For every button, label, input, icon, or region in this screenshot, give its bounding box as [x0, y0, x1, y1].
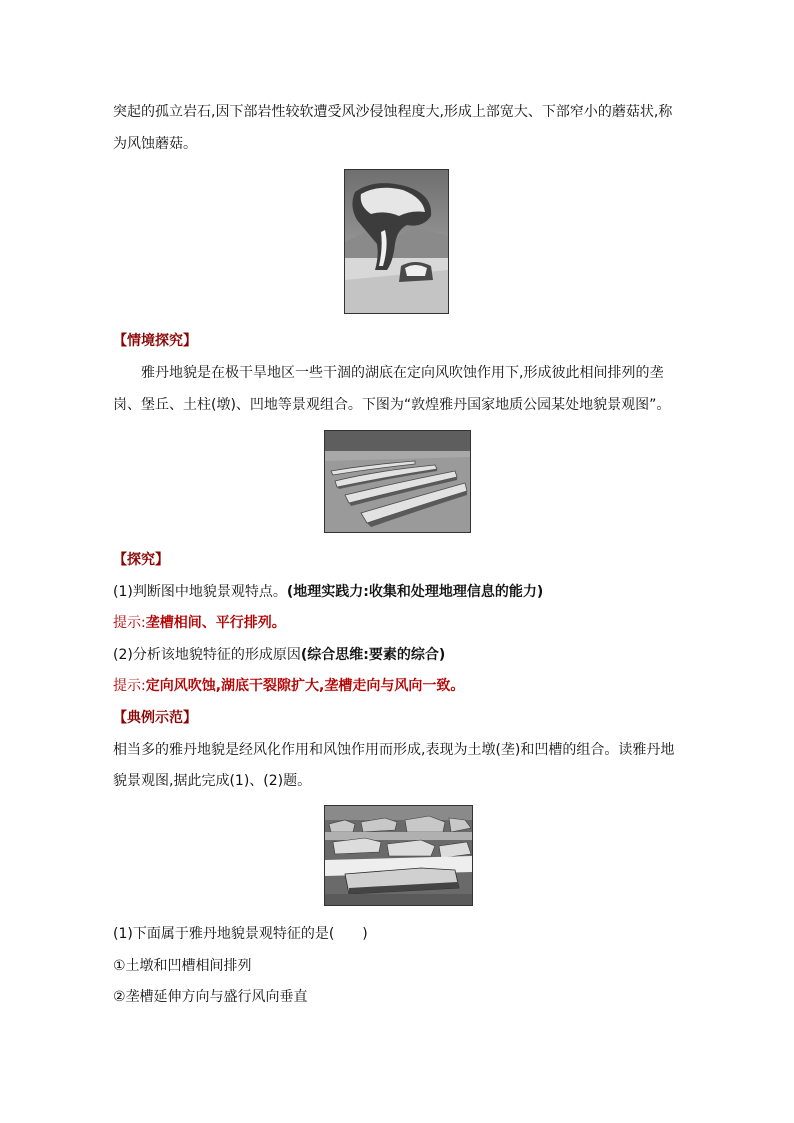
option-1: ①土墩和凹槽相间排列 [113, 958, 252, 974]
intro-line-1: 突起的孤立岩石,因下部岩性较软遭受风沙侵蚀程度大,形成上部宽大、下部窄小的蘑菇状,称 [113, 104, 673, 120]
hint-2-answer: 定向风吹蚀,湖底干裂隙扩大,垄槽走向与风向一致。 [145, 678, 465, 694]
example-question-1: (1)下面属于雅丹地貌景观特征的是( ) [113, 926, 368, 942]
explore-q2 [113, 645, 688, 665]
hint-2-prefix: 提示: [113, 678, 146, 694]
scenario-heading: 【情境探究】 [113, 333, 197, 349]
explore-q1-competency: (地理实践力:收集和处理地理信息的能力) [286, 584, 544, 600]
explore-q2-text: (2)分析该地貌特征的形成原因 [113, 647, 301, 663]
example-heading: 【典例示范】 [113, 710, 197, 726]
dunhuang-yardang-photo [324, 430, 471, 533]
hint-1-answer: 垄槽相间、平行排列。 [145, 615, 286, 631]
example-line-1: 相当多的雅丹地貌是经风化作用和风蚀作用而形成,表现为土墩(垄)和凹槽的组合。读雅丹地 [113, 742, 675, 758]
yardang-landscape-photo [324, 805, 473, 906]
explore-hint-2 [113, 676, 688, 696]
explore-q1 [113, 582, 688, 602]
explore-q2-competency: (综合思维:要素的综合) [300, 647, 446, 663]
explore-q1-text: (1)判断图中地貌景观特点。 [113, 584, 287, 600]
hint-1-prefix: 提示: [113, 615, 146, 631]
mushroom-rock-photo [344, 169, 449, 314]
explore-hint-1 [113, 613, 688, 633]
scenario-line-2: 岗、堡丘、土柱(墩)、凹地等景观组合。下图为“敦煌雅丹国家地质公园某处地貌景观图”。 [113, 397, 671, 413]
example-line-2: 貌景观图,据此完成(1)、(2)题。 [113, 773, 312, 789]
explore-heading: 【探究】 [113, 552, 169, 568]
scenario-line-1: 雅丹地貌是在极干旱地区一些干涸的湖底在定向风吹蚀作用下,形成彼此相间排列的垄 [141, 365, 664, 381]
option-2: ②垄槽延伸方向与盛行风向垂直 [113, 989, 308, 1005]
intro-line-2: 为风蚀蘑菇。 [113, 136, 197, 152]
